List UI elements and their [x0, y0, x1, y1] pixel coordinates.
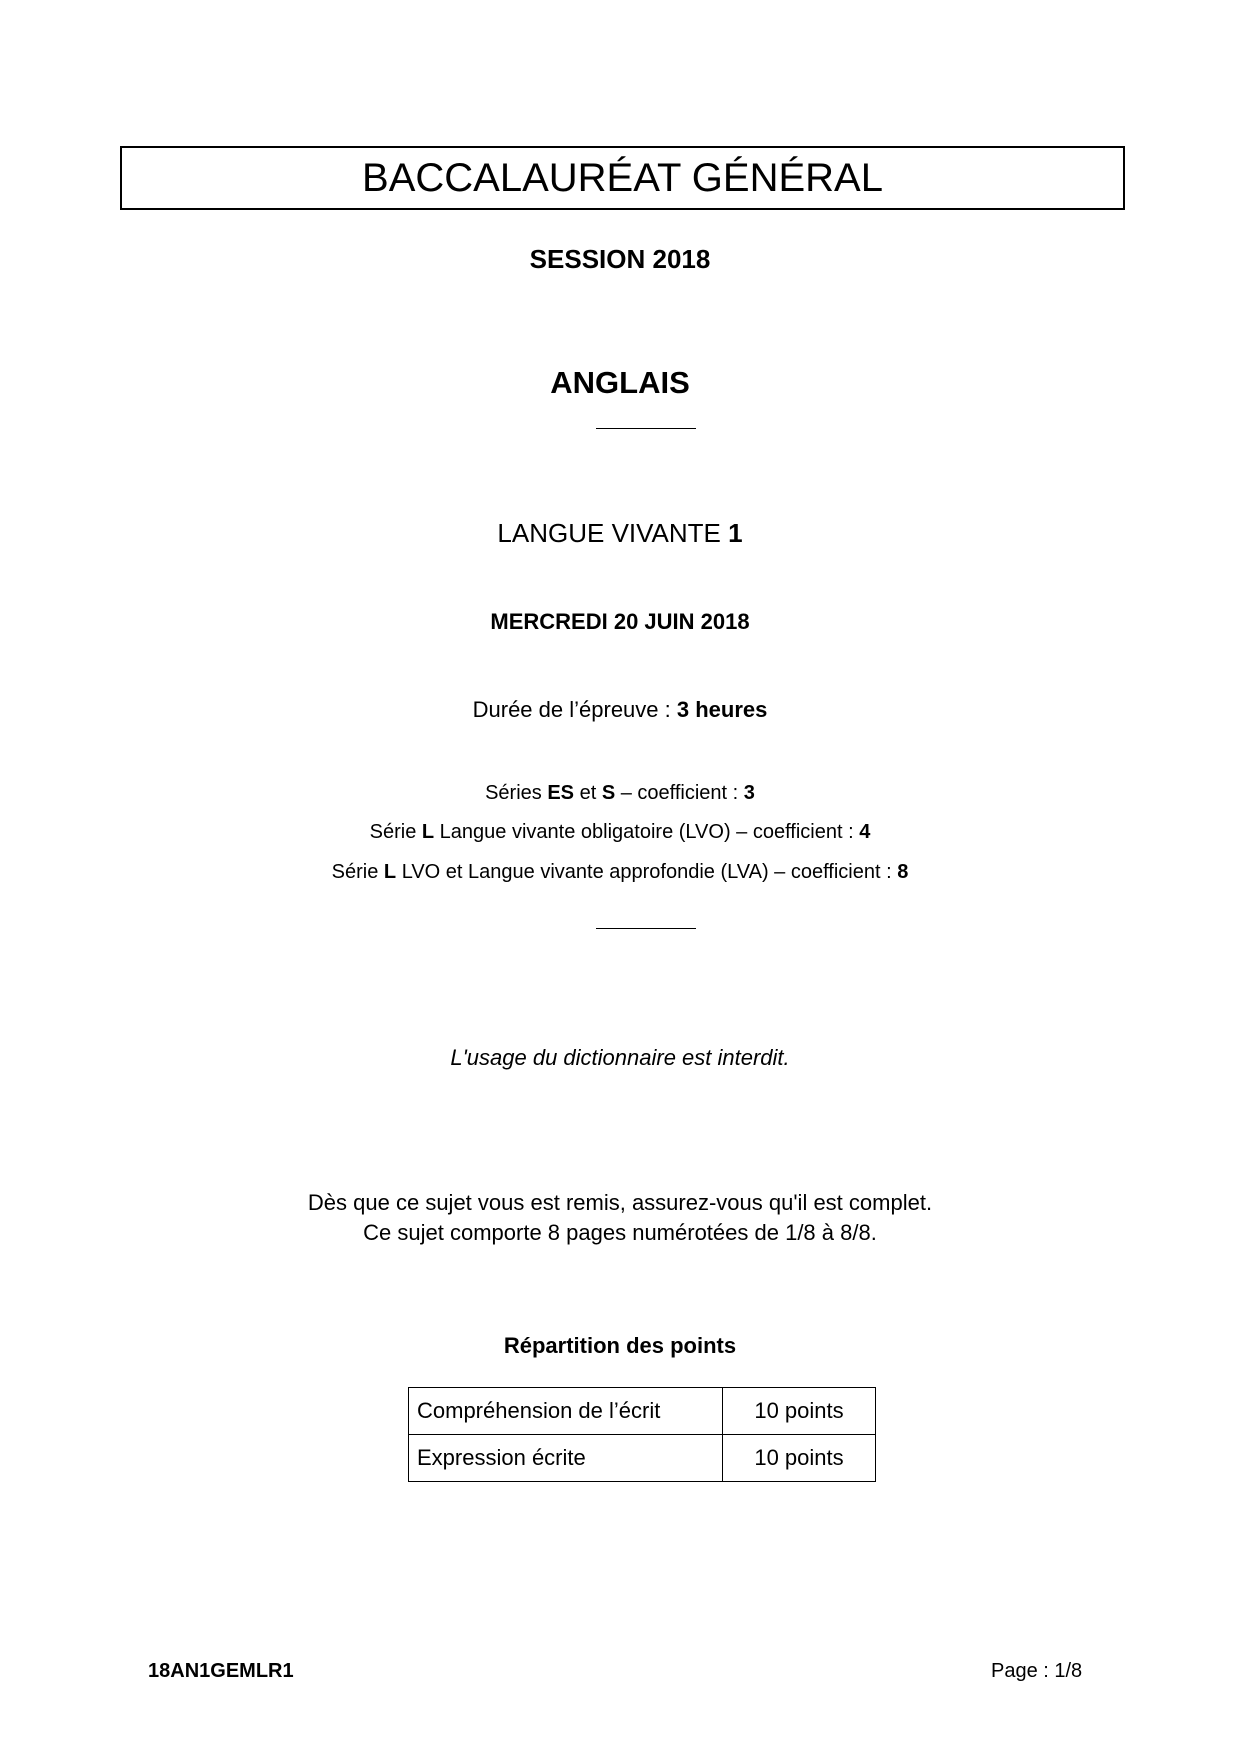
subject-title: ANGLAIS — [550, 365, 690, 400]
series-text: Langue vivante obligatoire (LVO) – coefficient : — [434, 821, 860, 843]
langue-vivante-number: 1 — [728, 518, 743, 548]
exam-date: MERCREDI 20 JUIN 2018 — [490, 609, 750, 634]
duration-value: 3 heures — [676, 697, 768, 722]
table-row — [409, 1388, 876, 1435]
series-coefficient: 4 — [859, 821, 871, 843]
series-code: S — [601, 782, 616, 804]
series-code: ES — [547, 782, 575, 804]
footer-subject-code: 18AN1GEMLR1 — [148, 1660, 294, 1682]
completeness-notice-line-1: Dès que ce sujet vous est remis, assurez-vous qu'il est complet. — [307, 1190, 933, 1215]
points-value: 10 points — [723, 1435, 876, 1482]
series-coefficient: 3 — [743, 782, 755, 804]
completeness-notice-line-2: Ce sujet comporte 8 pages numérotées de 1/8 à 8/8. — [363, 1220, 877, 1245]
series-text: Série — [331, 861, 384, 883]
dictionary-notice: L'usage du dictionnaire est interdit. — [450, 1045, 790, 1070]
series-code: L — [383, 861, 397, 883]
points-table — [408, 1387, 876, 1482]
exam-duration — [0, 697, 1240, 723]
exam-title: BACCALAURÉAT GÉNÉRAL — [362, 156, 883, 200]
divider-bottom — [596, 928, 696, 929]
points-label: Expression écrite — [409, 1435, 723, 1482]
series-line-es-s — [0, 782, 1240, 805]
series-text: Série — [369, 821, 422, 843]
langue-vivante-label: LANGUE VIVANTE — [497, 518, 729, 548]
series-text: – coefficient : — [615, 782, 744, 804]
duration-label: Durée de l’épreuve : — [472, 697, 677, 722]
series-coefficient: 8 — [897, 861, 909, 883]
footer-page-number: Page : 1/8 — [991, 1660, 1083, 1682]
table-row — [409, 1435, 876, 1482]
session-label: SESSION 2018 — [529, 244, 711, 274]
points-table-title: Répartition des points — [503, 1333, 737, 1358]
exam-title-box — [120, 146, 1125, 210]
series-line-l-lva — [0, 861, 1240, 884]
series-text: LVO et Langue vivante approfondie (LVA) – coefficient : — [396, 861, 898, 883]
series-code: L — [421, 821, 435, 843]
langue-vivante-line — [0, 518, 1240, 549]
series-text: et — [574, 782, 602, 804]
points-value: 10 points — [723, 1388, 876, 1435]
points-label: Compréhension de l’écrit — [409, 1388, 723, 1435]
series-text: Séries — [485, 782, 548, 804]
divider-top — [596, 428, 696, 429]
series-line-l-lvo — [0, 821, 1240, 844]
